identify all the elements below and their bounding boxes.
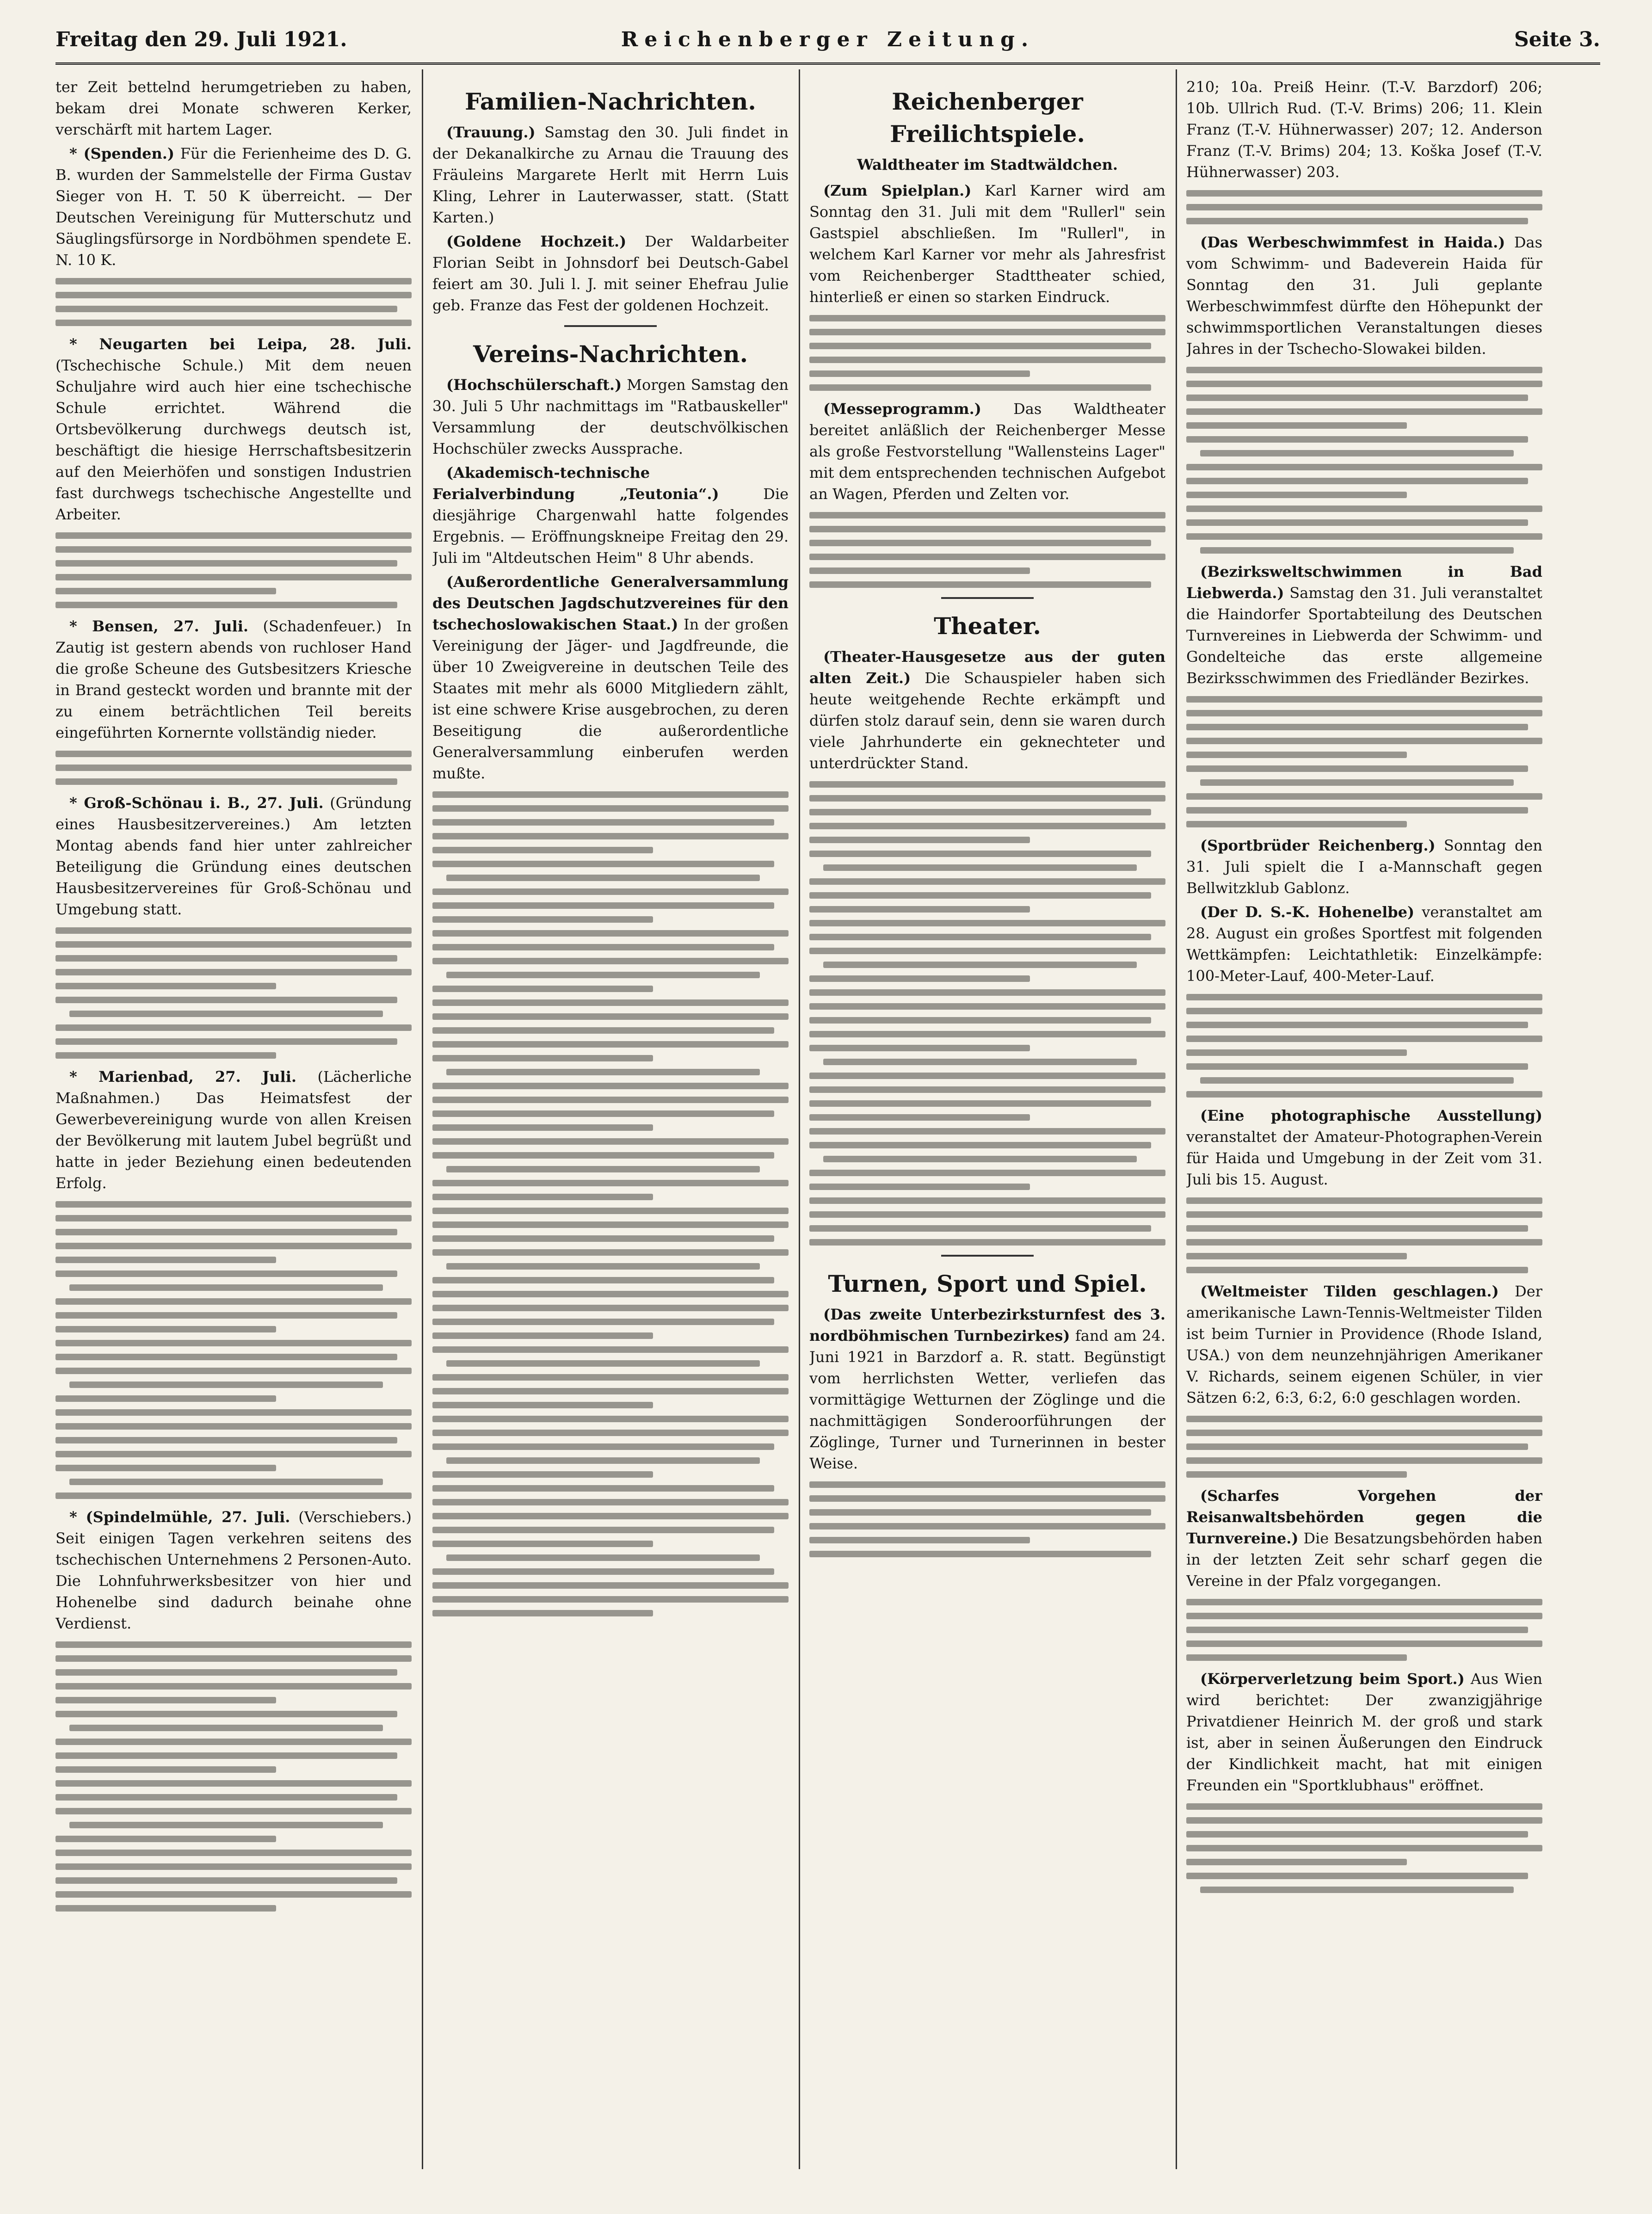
results-continuation: 210; 10a. Preiß Heinr. (T.-V. Barzdorf) 206; 10b. Ullrich Rud. (T.-V. Brims) 206; 11. Klein Franz (T.-V. Hühnerwasser) 207; 12. Anderson Franz (T.-V. Brims) 204; 13. Koška Josef (T.-V. Hühnerwasser) 203.: [1186, 78, 1542, 181]
article-text: Aus Wien wird berichtet: Der zwanzigjährige Privatdiener Heinrich M. der groß und stark ist, aber in seinen Äußerungen den Eindruck der Kindlichkeit macht, hat mit einigen Freunden ein "Sportklubhaus" eröffnet.: [1186, 1670, 1542, 1794]
article-keyword: (Akademisch-technische Ferialverbindung „Teutonia“.): [432, 464, 719, 503]
section-rule: [564, 325, 657, 327]
article-text: Samstag den 30. Juli findet in der Dekanalkirche zu Arnau die Trauung des Fräuleins Margarete Herlt mit Herrn Luis Kling, Lehrer in Lauterwasser, statt. (Statt Karten.): [432, 123, 789, 226]
article-turnfest: [809, 1304, 1165, 1474]
article-text: Das vom Schwimm- und Badeverein Haida für Sonntag den 31. Juli geplante Werbeschwimmfest dürfte den Höhepunkt der schwimmsportlichen Veranstaltungen dieses Jahres in der Tschecho-Slowakei bilden.: [1186, 234, 1542, 358]
text-lines: [1186, 1197, 1542, 1273]
article-theater-hausgesetze: [809, 646, 1165, 774]
column-4: [1186, 76, 1542, 2167]
column-2: [432, 76, 789, 2167]
article-text: fand am 24. Juni 1921 in Barzdorf a. R. statt. Begünstigt vom herrlichsten Wetter, verliefen das vormittägige Wetturnen der Zöglinge und die nachmittägigen Sonderoorführungen der Zöglinge, Turner und Turnerinnen in bester Weise.: [809, 1327, 1165, 1472]
column-separator: [1176, 69, 1177, 2169]
article-text: Die diesjährige Chargenwahl hatte folgendes Ergebnis. — Eröffnungskneipe Freitag den 29. Juli im "Altdeutschen Heim" 8 Uhr abends.: [432, 485, 789, 567]
article-werbeschwimmfest: [1186, 232, 1542, 359]
column-1: [55, 76, 412, 2167]
article-messeprogramm: [809, 398, 1165, 505]
masthead-title: Reichenberger Zeitung.: [621, 28, 1035, 51]
section-title-open-air: Reichenberger Freilichtspiele.: [890, 88, 1085, 148]
text-lines: [1186, 367, 1542, 554]
page-header: [55, 19, 1600, 60]
article-keyword: * Groß-Schönau i. B., 27. Juli.: [69, 794, 324, 812]
article-text: Karl Karner wird am Sonntag den 31. Juli mit dem "Rullerl" sein Gastspiel abschließen. Im "Rullerl", in welchem Karl Karner vor mehr als Jahresfrist vom Reichenberger Stadttheater schied, hinterließ er einen so starken Eindruck.: [809, 182, 1165, 306]
article-keyword: (Das zweite Unterbezirksturnfest des 3. nordböhmischen Turnbezirkes): [809, 1306, 1165, 1344]
text-lines: [1186, 994, 1542, 1098]
section-rule: [941, 597, 1034, 599]
article-gross-schoenau: [55, 792, 412, 920]
header-rule: [55, 62, 1600, 65]
article-continuation: ter Zeit bettelnd herumgetrieben zu haben, bekam drei Monate schweren Kerker, verschärft mit hartem Lager.: [55, 78, 412, 138]
article-keyword: (Weltmeister Tilden geschlagen.): [1200, 1283, 1499, 1300]
column-separator: [422, 69, 423, 2169]
article-sportbrueder: [1186, 835, 1542, 899]
section-title-clubs: Vereins-Nachrichten.: [473, 340, 748, 368]
article-spielplan: [809, 180, 1165, 308]
text-lines: [1186, 1803, 1542, 1893]
article-text: Morgen Samstag den 30. Juli 5 Uhr nachmittags im "Ratbauskeller" Versammlung der deutschvölkischen Hochschüler zwecks Aussprache.: [432, 376, 789, 457]
article-keyword: (Bezirksweltschwimmen in Bad Liebwerda.): [1186, 563, 1542, 602]
article-hochschuelerschaft: [432, 374, 789, 459]
article-text: (Lächerliche Maßnahmen.) Das Heimatsfest der Gewerbevereinigung wurde von allen Kreisen der Bevölkerung mit lautem Jubel begrüßt und hatte in jeder Beziehung einen bedeutenden Erfolg.: [55, 1068, 412, 1192]
article-text: (Schadenfeuer.) In Zautig ist gestern abends von ruchloser Hand die große Scheune des Gutsbesitzers Kriesche in Brand gesteckt worden und brannte mit der zu einem beträchtlichen Teil bereits eingeführten Kornernte vollständig nieder.: [55, 617, 412, 741]
section-title-family: Familien-Nachrichten.: [465, 88, 756, 115]
article-marienbad: [55, 1066, 412, 1194]
article-jagdschutzverein: [432, 571, 789, 784]
article-text: (Verschiebers.) Seit einigen Tagen verkehren seitens des tschechischen Unternehmens 2 Personen-Auto. Die Lohnfuhrwerksbesitzer von hier und Hohenelbe sind dadurch beinahe ohne Verdienst.: [55, 1508, 412, 1632]
article-text: Der Waldarbeiter Florian Seibt in Johnsdorf bei Deutsch-Gabel feiert am 30. Juli l. J. mit seiner Ehefrau Julie geb. Franze das Fest der goldenen Hochzeit.: [432, 233, 789, 314]
text-lines: [55, 751, 412, 785]
article-text: (Gründung eines Hausbesitzervereines.) Am letzten Montag abends fand hier unter zahlreicher Beteiligung die Gründung eines deutschen Hausbesitzervereines für Groß-Schönau und Umgebung statt.: [55, 794, 412, 918]
article-keyword: (Das Werbeschwimmfest in Haida.): [1200, 234, 1505, 251]
article-keyword: (Eine photographische Ausstellung): [1200, 1107, 1542, 1124]
article-bezirksschwimmen: [1186, 561, 1542, 689]
section-title-theater: Theater.: [934, 612, 1041, 640]
article-text: In der großen Vereinigung der Jäger- und Jagdfreunde, die über 10 Zweigvereine in deutschen Teile des Staates mit mehr als 6000 Mitgliedern zählt, ist eine schwere Krise ausgebrochen, zu deren Beseitigung die außerordentliche Generalversammlung einberufen werden mußte.: [432, 616, 789, 782]
article-keyword: (Theater-Hausgesetze aus der guten alten Zeit.): [809, 648, 1165, 687]
text-lines: [432, 791, 789, 1616]
article-keyword: (Hochschülerschaft.): [446, 376, 622, 394]
text-lines: [809, 1481, 1165, 1557]
article-dsk-hohenelbe: [1186, 901, 1542, 987]
article-neugarten: [55, 333, 412, 525]
article-keyword: * (Spenden.): [69, 145, 174, 162]
article-keyword: (Goldene Hochzeit.): [446, 233, 627, 250]
article-text: Für die Ferienheime des D. G. B. wurden der Sammelstelle der Firma Gustav Sieger von H. T. 50 K überreicht. — Der Deutschen Vereinigung für Mutterschutz und Säuglingsfürsorge in Nordböhmen spendete E. N. 10 K.: [55, 145, 412, 269]
article-text: (Tschechische Schule.) Mit dem neuen Schuljahre wird auch hier eine tschechische Schule errichtet. Während die Ortsbevölkerung durchwegs deutsch ist, beschäftigt die hiesige Herrschaftsbesitzerin auf den Meierhöfen und sonstigen Industrien fast durchwegs tschechische Angestellte und Arbeiter.: [55, 357, 412, 523]
article-tilden: [1186, 1281, 1542, 1408]
text-lines: [55, 532, 412, 608]
article-text: Die Besatzungsbehörden haben in der letzten Zeit sehr scharf gegen die Vereine in der Pfalz vorgegangen.: [1186, 1529, 1542, 1590]
text-lines: [1186, 1416, 1542, 1478]
article-keyword: * Neugarten bei Leipa, 28. Juli.: [69, 335, 412, 353]
article-keyword: (Trauung.): [446, 123, 536, 141]
section-subtitle: Waldtheater im Stadtwäldchen.: [857, 156, 1118, 173]
article-keyword: (Körperverletzung beim Sport.): [1200, 1670, 1465, 1688]
article-keyword: * Bensen, 27. Juli.: [69, 617, 249, 635]
article-text: Sonntag den 31. Juli spielt die I a-Mannschaft gegen Bellwitzklub Gablonz.: [1186, 837, 1542, 897]
article-spindelmuehle: [55, 1506, 412, 1634]
article-teutonia: [432, 462, 789, 568]
article-keyword: (Scharfes Vorgehen der Reisanwaltsbehörden gegen die Turnvereine.): [1186, 1487, 1542, 1547]
article-keyword: * Marienbad, 27. Juli.: [69, 1068, 297, 1085]
section-rule: [941, 1255, 1034, 1257]
article-photo-exhibition: [1186, 1105, 1542, 1190]
article-text: Samstag den 31. Juli veranstaltet die Haindorfer Sportabteilung des Deutschen Turnvereines in Liebwerda der Schwimm- und Gondelteiche das erste allgemeine Bezirksschwimmen des Friedländer Bezirkes.: [1186, 584, 1542, 687]
page-number: Seite 3.: [1514, 28, 1600, 51]
article-keyword: (Der D. S.-K. Hohenelbe): [1200, 903, 1415, 921]
section-title-sport: Turnen, Sport und Spiel.: [828, 1270, 1147, 1297]
article-turnvereine: [1186, 1485, 1542, 1591]
text-lines: [809, 512, 1165, 588]
article-keyword: (Außerordentliche Generalversammlung des Deutschen Jagdschutzvereines für den tschechoslowakischen Staat.): [432, 573, 789, 633]
text-lines: [1186, 1599, 1542, 1661]
article-keyword: (Zum Spielplan.): [823, 182, 972, 199]
text-lines: [55, 1641, 412, 1912]
article-keyword: * (Spindelmühle, 27. Juli.: [69, 1508, 290, 1526]
text-lines: [55, 1201, 412, 1499]
issue-date: Freitag den 29. Juli 1921.: [55, 28, 347, 51]
article-trauung: [432, 122, 789, 228]
article-keyword: (Sportbrüder Reichenberg.): [1200, 837, 1436, 854]
article-text: Das Waldtheater bereitet anläßlich der Reichenberger Messe als große Festvorstellung "Wallensteins Lager" mit dem entsprechenden technischen Aufgebot an Wagen, Pferden und Zelten vor.: [809, 400, 1165, 503]
text-lines: [1186, 190, 1542, 224]
text-lines: [809, 781, 1165, 1246]
text-lines: [809, 315, 1165, 391]
article-bensen: [55, 616, 412, 743]
article-text: Die Schauspieler haben sich heute weitgehende Rechte erkämpft und dürfen stolz darauf sein, denn sie waren durch viele Jahrhunderte ein geknechteter und unterdrückter Stand.: [809, 669, 1165, 772]
article-koerperverletzung: [1186, 1668, 1542, 1796]
text-lines: [1186, 696, 1542, 827]
article-text: veranstaltet am 28. August ein großes Sportfest mit folgenden Wettkämpfen: Leichtathletik: Einzelkämpfe: 100-Meter-Lauf, 400-Meter-Lauf.: [1186, 903, 1542, 985]
text-lines: [55, 927, 412, 1059]
column-separator: [799, 69, 800, 2169]
article-spenden: [55, 143, 412, 271]
text-lines: [55, 278, 412, 326]
article-text: Der amerikanische Lawn-Tennis-Weltmeister Tilden ist beim Turnier in Providence (Rhode Island, USA.) von dem neunzehnjährigen Amerikaner V. Richards, seinem eigenen Schüler, in vier Sätzen 6:2, 6:3, 6:2, 6:0 geschlagen worden.: [1186, 1283, 1542, 1406]
article-text: veranstaltet der Amateur-Photographen-Verein für Haida und Umgebung in der Zeit vom 31. Juli bis 15. August.: [1186, 1128, 1542, 1188]
article-goldene-hochzeit: [432, 231, 789, 316]
article-keyword: (Messeprogramm.): [823, 400, 981, 418]
column-3: [809, 76, 1165, 2167]
